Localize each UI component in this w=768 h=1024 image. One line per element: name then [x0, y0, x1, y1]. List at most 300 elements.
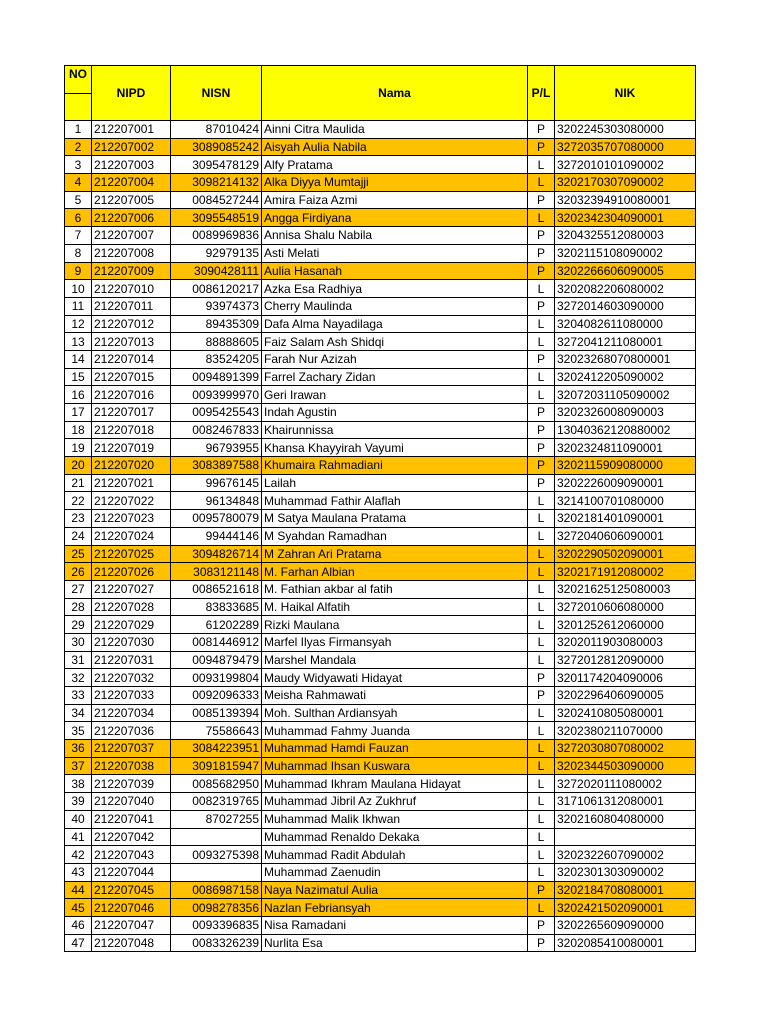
cell-nik[interactable]: 3272014603090000: [555, 297, 696, 315]
cell-nisn[interactable]: 89435309: [171, 315, 262, 333]
cell-nisn[interactable]: 0085682950: [171, 775, 262, 793]
cell-pl[interactable]: L: [528, 368, 555, 386]
cell-nik[interactable]: 3272035707080000: [555, 138, 696, 156]
table-row: [65, 439, 696, 457]
cell-nama[interactable]: Khansa Khayyirah Vayumi: [262, 439, 528, 457]
cell-no[interactable]: 30: [65, 633, 92, 651]
cell-pl[interactable]: L: [528, 333, 555, 351]
cell-nipd[interactable]: 212207038: [92, 757, 171, 775]
cell-nik[interactable]: 3202344503090000: [555, 757, 696, 775]
cell-pl[interactable]: P: [528, 421, 555, 439]
header-nik[interactable]: NIK: [555, 66, 696, 121]
cell-pl[interactable]: L: [528, 580, 555, 598]
cell-no[interactable]: 1: [65, 121, 92, 139]
cell-nisn[interactable]: 3083897588: [171, 457, 262, 475]
cell-nik[interactable]: 3202170307090002: [555, 174, 696, 192]
cell-no[interactable]: 31: [65, 651, 92, 669]
cell-nik[interactable]: 3202421502090001: [555, 899, 696, 917]
cell-no[interactable]: 18: [65, 421, 92, 439]
cell-nama[interactable]: Muhammad Ikhram Maulana Hidayat: [262, 775, 528, 793]
cell-no[interactable]: 25: [65, 545, 92, 563]
cell-nama[interactable]: Muhammad Radit Abdulah: [262, 846, 528, 864]
cell-nipd[interactable]: 212207002: [92, 138, 171, 156]
cell-no[interactable]: 36: [65, 740, 92, 758]
cell-pl[interactable]: L: [528, 704, 555, 722]
cell-pl[interactable]: L: [528, 651, 555, 669]
cell-pl[interactable]: L: [528, 633, 555, 651]
cell-nisn[interactable]: 0095425543: [171, 404, 262, 422]
cell-nama[interactable]: Muhammad Malik Ikhwan: [262, 810, 528, 828]
cell-nisn[interactable]: 3090428111: [171, 262, 262, 280]
cell-no[interactable]: 35: [65, 722, 92, 740]
cell-nipd[interactable]: 212207040: [92, 793, 171, 811]
cell-no[interactable]: 29: [65, 616, 92, 634]
cell-no[interactable]: 16: [65, 386, 92, 404]
cell-pl[interactable]: P: [528, 474, 555, 492]
cell-pl[interactable]: P: [528, 350, 555, 368]
cell-pl[interactable]: L: [528, 156, 555, 174]
cell-nama[interactable]: M. Haikal Alfatih: [262, 598, 528, 616]
cell-nipd[interactable]: 212207025: [92, 545, 171, 563]
cell-nik[interactable]: 3272041211080001: [555, 333, 696, 351]
cell-nama[interactable]: Meisha Rahmawati: [262, 687, 528, 705]
cell-pl[interactable]: L: [528, 775, 555, 793]
cell-nisn[interactable]: 0085139394: [171, 704, 262, 722]
cell-nik[interactable]: 3202085410080001: [555, 934, 696, 952]
cell-pl[interactable]: P: [528, 669, 555, 687]
cell-nipd[interactable]: 212207015: [92, 368, 171, 386]
cell-nipd[interactable]: 212207033: [92, 687, 171, 705]
cell-nisn[interactable]: 61202289: [171, 616, 262, 634]
cell-nipd[interactable]: 212207013: [92, 333, 171, 351]
cell-nipd[interactable]: 212207044: [92, 863, 171, 881]
cell-nipd[interactable]: 212207005: [92, 191, 171, 209]
cell-nisn[interactable]: 0084527244: [171, 191, 262, 209]
cell-nama[interactable]: Indah Agustin: [262, 404, 528, 422]
cell-no[interactable]: 5: [65, 191, 92, 209]
cell-nipd[interactable]: 212207034: [92, 704, 171, 722]
cell-no[interactable]: 12: [65, 315, 92, 333]
cell-nisn[interactable]: 0089969836: [171, 227, 262, 245]
cell-nisn[interactable]: 3084223951: [171, 740, 262, 758]
cell-nipd[interactable]: 212207048: [92, 934, 171, 952]
cell-nisn[interactable]: 0082467833: [171, 421, 262, 439]
cell-nipd[interactable]: 212207020: [92, 457, 171, 475]
cell-nama[interactable]: Naya Nazimatul Aulia: [262, 881, 528, 899]
cell-no[interactable]: 21: [65, 474, 92, 492]
cell-nama[interactable]: Nurlita Esa: [262, 934, 528, 952]
cell-nik[interactable]: 3202115108090002: [555, 244, 696, 262]
cell-nipd[interactable]: 212207009: [92, 262, 171, 280]
cell-nama[interactable]: Faiz Salam Ash Shidqi: [262, 333, 528, 351]
cell-nisn[interactable]: 83524205: [171, 350, 262, 368]
cell-nama[interactable]: Moh. Sulthan Ardiansyah: [262, 704, 528, 722]
cell-pl[interactable]: L: [528, 863, 555, 881]
cell-nama[interactable]: Azka Esa Radhiya: [262, 280, 528, 298]
cell-nisn[interactable]: 3089085242: [171, 138, 262, 156]
cell-nisn[interactable]: 88888605: [171, 333, 262, 351]
cell-nik[interactable]: 32023268070800001: [555, 350, 696, 368]
cell-nipd[interactable]: 212207008: [92, 244, 171, 262]
cell-pl[interactable]: P: [528, 934, 555, 952]
table-row: [65, 333, 696, 351]
cell-nipd[interactable]: 212207027: [92, 580, 171, 598]
cell-nisn[interactable]: 0093396835: [171, 916, 262, 934]
cell-nisn[interactable]: 83833685: [171, 598, 262, 616]
cell-nipd[interactable]: 212207039: [92, 775, 171, 793]
cell-nama[interactable]: Dafa Alma Nayadilaga: [262, 315, 528, 333]
cell-nipd[interactable]: 212207022: [92, 492, 171, 510]
cell-nik[interactable]: 3202082206080002: [555, 280, 696, 298]
cell-nik[interactable]: 3202226009090001: [555, 474, 696, 492]
cell-nama[interactable]: Alfy Pratama: [262, 156, 528, 174]
cell-nipd[interactable]: 212207041: [92, 810, 171, 828]
cell-no[interactable]: 34: [65, 704, 92, 722]
table-row: [65, 563, 696, 581]
cell-no[interactable]: 38: [65, 775, 92, 793]
cell-nisn[interactable]: 0098278356: [171, 899, 262, 917]
cell-nik[interactable]: 3272030807080002: [555, 740, 696, 758]
cell-nik[interactable]: 13040362120880002: [555, 421, 696, 439]
cell-pl[interactable]: L: [528, 545, 555, 563]
cell-pl[interactable]: L: [528, 740, 555, 758]
cell-pl[interactable]: P: [528, 262, 555, 280]
cell-nama[interactable]: Nazlan Febriansyah: [262, 899, 528, 917]
cell-no[interactable]: 22: [65, 492, 92, 510]
cell-nik[interactable]: 3204082611080000: [555, 315, 696, 333]
cell-no[interactable]: 6: [65, 209, 92, 227]
header-nisn[interactable]: NISN: [171, 66, 262, 121]
cell-pl[interactable]: L: [528, 386, 555, 404]
cell-nama[interactable]: Cherry Maulinda: [262, 297, 528, 315]
cell-pl[interactable]: P: [528, 439, 555, 457]
cell-nipd[interactable]: 212207001: [92, 121, 171, 139]
cell-nipd[interactable]: 212207021: [92, 474, 171, 492]
cell-nik[interactable]: 3202181401090001: [555, 510, 696, 528]
cell-nik[interactable]: 3202324811090001: [555, 439, 696, 457]
cell-nisn[interactable]: 99676145: [171, 474, 262, 492]
cell-pl[interactable]: L: [528, 616, 555, 634]
cell-no[interactable]: 37: [65, 757, 92, 775]
cell-pl[interactable]: P: [528, 138, 555, 156]
cell-nipd[interactable]: 212207037: [92, 740, 171, 758]
cell-nik[interactable]: 3202410805080001: [555, 704, 696, 722]
cell-pl[interactable]: L: [528, 510, 555, 528]
cell-nik[interactable]: [555, 828, 696, 846]
cell-nipd[interactable]: 212207003: [92, 156, 171, 174]
cell-no[interactable]: 26: [65, 563, 92, 581]
cell-nama[interactable]: Asti Melati: [262, 244, 528, 262]
cell-nama[interactable]: Annisa Shalu Nabila: [262, 227, 528, 245]
cell-nisn[interactable]: 3095478129: [171, 156, 262, 174]
cell-nik[interactable]: 3204325512080003: [555, 227, 696, 245]
cell-pl[interactable]: L: [528, 280, 555, 298]
cell-nipd[interactable]: 212207012: [92, 315, 171, 333]
cell-pl[interactable]: P: [528, 297, 555, 315]
cell-nik[interactable]: 3214100701080000: [555, 492, 696, 510]
cell-nisn[interactable]: 0095780079: [171, 510, 262, 528]
cell-pl[interactable]: P: [528, 881, 555, 899]
cell-nama[interactable]: Farrel Zachary Zidan: [262, 368, 528, 386]
cell-nipd[interactable]: 212207010: [92, 280, 171, 298]
cell-nipd[interactable]: 212207016: [92, 386, 171, 404]
cell-no[interactable]: 9: [65, 262, 92, 280]
cell-nipd[interactable]: 212207011: [92, 297, 171, 315]
header-pl[interactable]: P/L: [528, 66, 555, 121]
cell-nama[interactable]: Khairunnissa: [262, 421, 528, 439]
cell-no[interactable]: 20: [65, 457, 92, 475]
cell-nik[interactable]: 3272012812090000: [555, 651, 696, 669]
cell-nik[interactable]: 3272040606090001: [555, 527, 696, 545]
cell-nisn[interactable]: 93974373: [171, 297, 262, 315]
cell-no[interactable]: 17: [65, 404, 92, 422]
cell-nama[interactable]: Khumaira Rahmadiani: [262, 457, 528, 475]
cell-no[interactable]: 42: [65, 846, 92, 864]
cell-nama[interactable]: Muhammad Zaenudin: [262, 863, 528, 881]
cell-nisn[interactable]: 0083326239: [171, 934, 262, 952]
cell-nipd[interactable]: 212207045: [92, 881, 171, 899]
cell-nisn[interactable]: [171, 863, 262, 881]
cell-pl[interactable]: P: [528, 191, 555, 209]
table-body: [65, 121, 696, 952]
cell-nama[interactable]: Muhammad Renaldo Dekaka: [262, 828, 528, 846]
cell-pl[interactable]: P: [528, 227, 555, 245]
cell-nama[interactable]: Maudy Widyawati Hidayat: [262, 669, 528, 687]
cell-nisn[interactable]: [171, 828, 262, 846]
cell-pl[interactable]: L: [528, 899, 555, 917]
table-row: [65, 651, 696, 669]
cell-pl[interactable]: P: [528, 121, 555, 139]
cell-nik[interactable]: 3202265609090000: [555, 916, 696, 934]
cell-nisn[interactable]: 0082319765: [171, 793, 262, 811]
cell-pl[interactable]: L: [528, 793, 555, 811]
cell-nama[interactable]: M Syahdan Ramadhan: [262, 527, 528, 545]
cell-nipd[interactable]: 212207019: [92, 439, 171, 457]
cell-nik[interactable]: 3202326008090003: [555, 404, 696, 422]
cell-nik[interactable]: 3202115909080000: [555, 457, 696, 475]
cell-nisn[interactable]: 75586643: [171, 722, 262, 740]
cell-nama[interactable]: Angga Firdiyana: [262, 209, 528, 227]
cell-nisn[interactable]: 87027255: [171, 810, 262, 828]
cell-no[interactable]: 45: [65, 899, 92, 917]
cell-nipd[interactable]: 212207006: [92, 209, 171, 227]
cell-nisn[interactable]: 3098214132: [171, 174, 262, 192]
cell-nisn[interactable]: 0093275398: [171, 846, 262, 864]
cell-nipd[interactable]: 212207042: [92, 828, 171, 846]
cell-nisn[interactable]: 3091815947: [171, 757, 262, 775]
cell-pl[interactable]: L: [528, 757, 555, 775]
cell-no[interactable]: 39: [65, 793, 92, 811]
cell-nisn[interactable]: 3083121148: [171, 563, 262, 581]
cell-nama[interactable]: Muhammad Fathir Alaflah: [262, 492, 528, 510]
cell-nipd[interactable]: 212207017: [92, 404, 171, 422]
header-nama[interactable]: Nama: [262, 66, 528, 121]
cell-nama[interactable]: M. Farhan Albian: [262, 563, 528, 581]
cell-no[interactable]: 10: [65, 280, 92, 298]
cell-nipd[interactable]: 212207026: [92, 563, 171, 581]
cell-pl[interactable]: P: [528, 687, 555, 705]
cell-pl[interactable]: L: [528, 810, 555, 828]
cell-pl[interactable]: L: [528, 722, 555, 740]
cell-nipd[interactable]: 212207024: [92, 527, 171, 545]
header-nipd[interactable]: NIPD: [92, 66, 171, 121]
table-row: [65, 350, 696, 368]
cell-nipd[interactable]: 212207018: [92, 421, 171, 439]
cell-nisn[interactable]: 0086521618: [171, 580, 262, 598]
cell-nipd[interactable]: 212207028: [92, 598, 171, 616]
cell-nipd[interactable]: 212207043: [92, 846, 171, 864]
cell-nipd[interactable]: 212207023: [92, 510, 171, 528]
cell-no[interactable]: 46: [65, 916, 92, 934]
cell-nik[interactable]: 3272010101090002: [555, 156, 696, 174]
cell-nik[interactable]: 3202160804080000: [555, 810, 696, 828]
cell-nisn[interactable]: 99444146: [171, 527, 262, 545]
cell-nama[interactable]: Muhammad Ihsan Kuswara: [262, 757, 528, 775]
cell-nik[interactable]: 32032394910080001: [555, 191, 696, 209]
cell-no[interactable]: 28: [65, 598, 92, 616]
cell-nik[interactable]: 3202296406090005: [555, 687, 696, 705]
cell-no[interactable]: 47: [65, 934, 92, 952]
cell-nik[interactable]: 3202011903080003: [555, 633, 696, 651]
cell-pl[interactable]: P: [528, 404, 555, 422]
cell-pl[interactable]: P: [528, 457, 555, 475]
cell-nisn[interactable]: 0093199804: [171, 669, 262, 687]
table-row: [65, 174, 696, 192]
cell-nik[interactable]: 3202290502090001: [555, 545, 696, 563]
cell-nama[interactable]: Amira Faiza Azmi: [262, 191, 528, 209]
cell-nik[interactable]: 3202171912080002: [555, 563, 696, 581]
cell-no[interactable]: 41: [65, 828, 92, 846]
cell-no[interactable]: 2: [65, 138, 92, 156]
cell-nisn[interactable]: 0092096333: [171, 687, 262, 705]
cell-nik[interactable]: 3202184708080001: [555, 881, 696, 899]
cell-pl[interactable]: P: [528, 244, 555, 262]
cell-no[interactable]: 19: [65, 439, 92, 457]
cell-pl[interactable]: L: [528, 828, 555, 846]
cell-no[interactable]: 32: [65, 669, 92, 687]
cell-pl[interactable]: L: [528, 492, 555, 510]
cell-no[interactable]: 43: [65, 863, 92, 881]
cell-no[interactable]: 14: [65, 350, 92, 368]
cell-nisn[interactable]: 87010424: [171, 121, 262, 139]
cell-nik[interactable]: 3201174204090006: [555, 669, 696, 687]
cell-no[interactable]: 7: [65, 227, 92, 245]
cell-pl[interactable]: L: [528, 598, 555, 616]
cell-nama[interactable]: Muhammad Hamdi Fauzan: [262, 740, 528, 758]
cell-nama[interactable]: Marshel Mandala: [262, 651, 528, 669]
cell-no[interactable]: 8: [65, 244, 92, 262]
cell-pl[interactable]: L: [528, 315, 555, 333]
cell-no[interactable]: 24: [65, 527, 92, 545]
cell-pl[interactable]: L: [528, 209, 555, 227]
cell-nama[interactable]: Nisa Ramadani: [262, 916, 528, 934]
cell-nik[interactable]: 3201252612060000: [555, 616, 696, 634]
cell-nipd[interactable]: 212207029: [92, 616, 171, 634]
header-no-lower-cell[interactable]: [65, 94, 92, 121]
cell-nama[interactable]: Aisyah Aulia Nabila: [262, 138, 528, 156]
cell-nik[interactable]: 3202266606090005: [555, 262, 696, 280]
cell-nipd[interactable]: 212207031: [92, 651, 171, 669]
cell-nik[interactable]: 3202301303090002: [555, 863, 696, 881]
cell-nama[interactable]: Ainni Citra Maulida: [262, 121, 528, 139]
cell-nama[interactable]: Rizki Maulana: [262, 616, 528, 634]
cell-nik[interactable]: 3202322607090002: [555, 846, 696, 864]
table-row: [65, 492, 696, 510]
cell-no[interactable]: 15: [65, 368, 92, 386]
cell-nipd[interactable]: 212207036: [92, 722, 171, 740]
cell-nisn[interactable]: 96793955: [171, 439, 262, 457]
cell-pl[interactable]: L: [528, 563, 555, 581]
header-no[interactable]: NO: [65, 66, 92, 94]
cell-no[interactable]: 27: [65, 580, 92, 598]
cell-nama[interactable]: Farah Nur Azizah: [262, 350, 528, 368]
cell-nipd[interactable]: 212207046: [92, 899, 171, 917]
cell-nik[interactable]: 3202342304090001: [555, 209, 696, 227]
cell-pl[interactable]: L: [528, 174, 555, 192]
cell-nipd[interactable]: 212207014: [92, 350, 171, 368]
cell-pl[interactable]: P: [528, 916, 555, 934]
cell-nama[interactable]: Alka Diyya Mumtajji: [262, 174, 528, 192]
cell-nik[interactable]: 3272010606080000: [555, 598, 696, 616]
cell-nik[interactable]: 3171061312080001: [555, 793, 696, 811]
cell-nisn[interactable]: 0081446912: [171, 633, 262, 651]
cell-nama[interactable]: Geri Irawan: [262, 386, 528, 404]
cell-no[interactable]: 40: [65, 810, 92, 828]
cell-nisn[interactable]: 92979135: [171, 244, 262, 262]
cell-no[interactable]: 4: [65, 174, 92, 192]
cell-no[interactable]: 23: [65, 510, 92, 528]
cell-nisn[interactable]: 0094891399: [171, 368, 262, 386]
cell-no[interactable]: 11: [65, 297, 92, 315]
cell-nik[interactable]: 3202412205090002: [555, 368, 696, 386]
cell-nik[interactable]: 3272020111080002: [555, 775, 696, 793]
cell-no[interactable]: 44: [65, 881, 92, 899]
cell-nama[interactable]: Marfel Ilyas Firmansyah: [262, 633, 528, 651]
cell-nama[interactable]: Muhammad Fahmy Juanda: [262, 722, 528, 740]
cell-nik[interactable]: 3202380211070000: [555, 722, 696, 740]
cell-nipd[interactable]: 212207047: [92, 916, 171, 934]
cell-nisn[interactable]: 96134848: [171, 492, 262, 510]
cell-pl[interactable]: L: [528, 527, 555, 545]
cell-nik[interactable]: 3202245303080000: [555, 121, 696, 139]
cell-nipd[interactable]: 212207032: [92, 669, 171, 687]
cell-no[interactable]: 13: [65, 333, 92, 351]
cell-nisn[interactable]: 0086120217: [171, 280, 262, 298]
cell-nipd[interactable]: 212207030: [92, 633, 171, 651]
table-row: [65, 474, 696, 492]
cell-nama[interactable]: Aulia Hasanah: [262, 262, 528, 280]
table-row: [65, 934, 696, 952]
cell-nama[interactable]: M. Fathian akbar al fatih: [262, 580, 528, 598]
cell-nisn[interactable]: 3094826714: [171, 545, 262, 563]
cell-nama[interactable]: Lailah: [262, 474, 528, 492]
cell-nipd[interactable]: 212207007: [92, 227, 171, 245]
cell-nisn[interactable]: 0093999970: [171, 386, 262, 404]
cell-no[interactable]: 33: [65, 687, 92, 705]
cell-nisn[interactable]: 3095548519: [171, 209, 262, 227]
cell-nama[interactable]: M Zahran Ari Pratama: [262, 545, 528, 563]
cell-nik[interactable]: 32072031105090002: [555, 386, 696, 404]
cell-nisn[interactable]: 0086987158: [171, 881, 262, 899]
cell-nisn[interactable]: 0094879479: [171, 651, 262, 669]
table-row: [65, 722, 696, 740]
cell-no[interactable]: 3: [65, 156, 92, 174]
cell-nama[interactable]: Muhammad Jibril Az Zukhruf: [262, 793, 528, 811]
cell-nipd[interactable]: 212207004: [92, 174, 171, 192]
cell-nik[interactable]: 32021625125080003: [555, 580, 696, 598]
cell-pl[interactable]: L: [528, 846, 555, 864]
cell-nama[interactable]: M Satya Maulana Pratama: [262, 510, 528, 528]
